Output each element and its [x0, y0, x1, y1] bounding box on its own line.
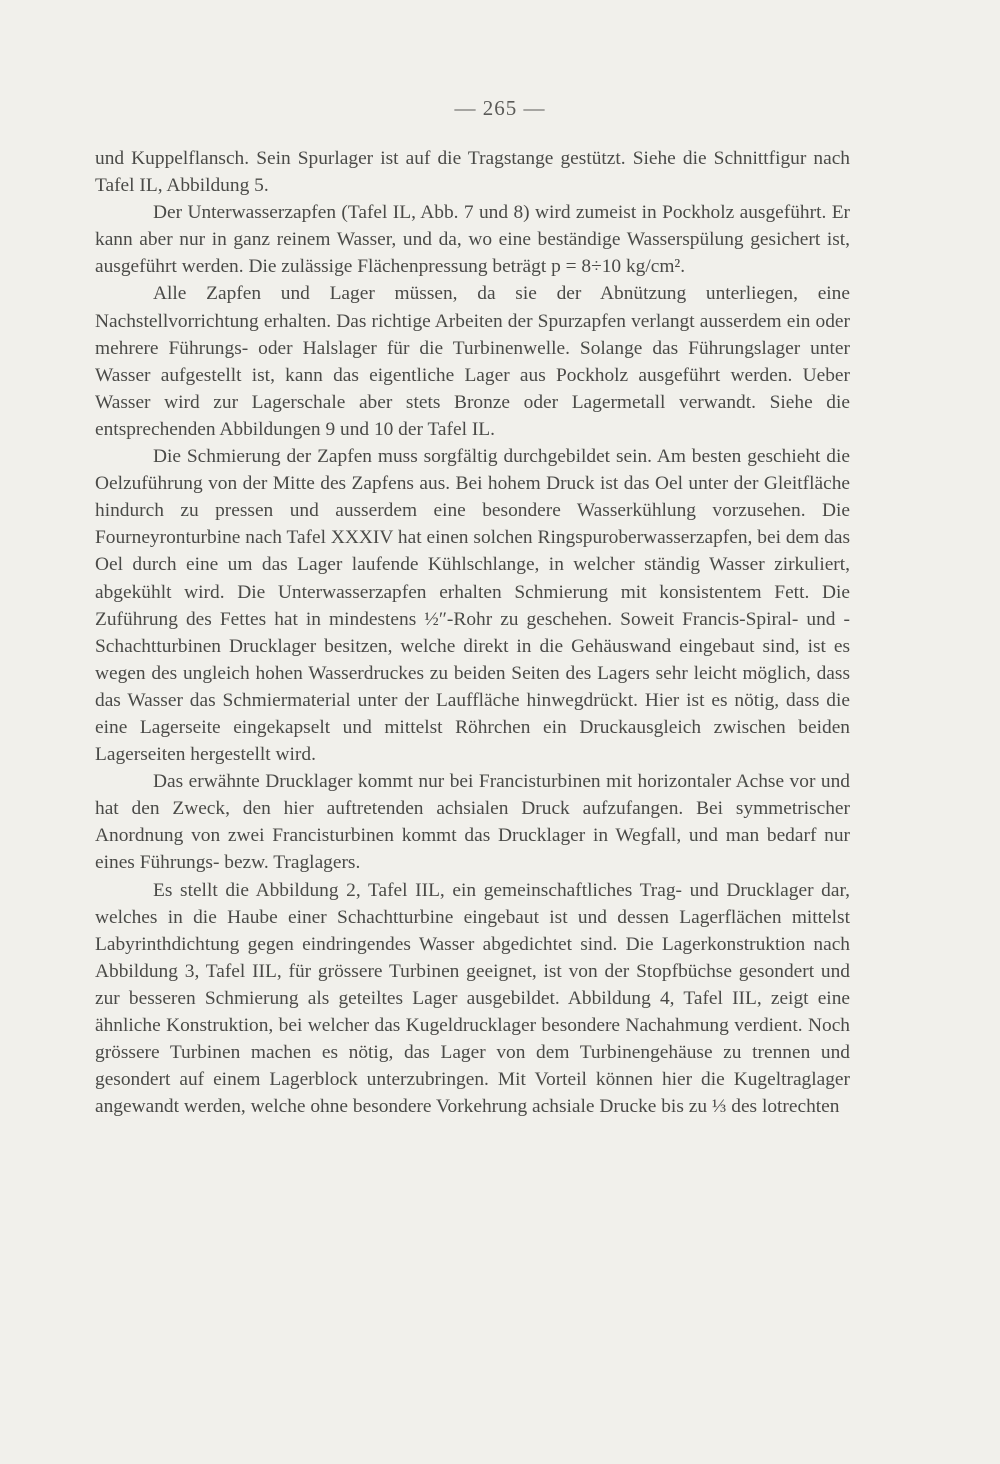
paragraph-continuation: und Kuppelflansch. Sein Spurlager ist auf die Tragstange gestützt. Siehe die Schnittfigur nach Tafel IL, Abbildung 5. — [95, 148, 850, 197]
paragraph-abbildung: Es stellt die Abbildung 2, Tafel IIL, ein gemeinschaftliches Trag- und Drucklager dar, welches in die Haube einer Schachtturbine eingebaut ist und dessen Lagerflächen mittelst Labyrinthdichtung gegen eindringendes Wasser abgedichtet sind. Die Lagerkonstruktion nach Abbildung 3, Tafel IIL, für grössere Turbinen geeignet, ist von der Stopfbüchse gesondert und zur besseren Schmierung als geteiltes Lager ausgebildet. Abbildung 4, Tafel IIL, zeigt eine ähnliche Konstruktion, bei welcher das Kugeldrucklager besondere Nachahmung verdient. Noch grössere Turbinen machen es nötig, das Lager von dem Turbinengehäuse zu trennen und gesondert auf einem Lagerblock unterzubringen. Mit Vorteil können hier die Kugeltraglager angewandt werden, welche ohne besondere Vorkehrung achsiale Drucke bis zu ⅓ des lotrechten — [95, 879, 850, 1118]
paragraph-schmierung: Die Schmierung der Zapfen muss sorgfältig durchgebildet sein. Am besten geschieht die Oelzuführung von der Mitte des Zapfens aus. Bei hohem Druck ist das Oel unter der Gleitfläche hindurch zu pressen und ausserdem eine besondere Wasserkühlung vorzusehen. Die Fourneyronturbine nach Tafel XXXIV hat einen solchen Ringspuroberwasserzapfen, bei dem das Oel durch eine um das Lager laufende Kühlschlange, in welcher ständig Wasser zirkuliert, abgekühlt wird. Die Unterwasserzapfen erhalten Schmierung mit konsistentem Fett. Die Zuführung des Fettes hat in mindestens ½″-Rohr zu geschehen. Soweit Francis-Spiral- und -Schachtturbinen Drucklager besitzen, welche direkt in die Gehäuswand eingebaut sind, ist es wegen des ungleich hohen Wasserdruckes zu beiden Seiten des Lagers sehr leicht möglich, dass das Wasser das Schmiermaterial unter der Lauffläche hinwegdrückt. Hier ist es nötig, dass die eine Lagerseite eingekapselt und mittelst Röhrchen ein Druckausgleich zwischen beiden Lagerseiten hergestellt wird. — [95, 446, 850, 766]
paragraph-drucklager: Das erwähnte Drucklager kommt nur bei Francisturbinen mit horizontaler Achse vor und hat den Zweck, den hier auftretenden achsialen Druck aufzufangen. Bei symmetrischer Anordnung von zwei Francisturbinen kommt das Drucklager in Wegfall, und man bedarf nur eines Führungs- bezw. Traglagers. — [95, 771, 850, 874]
paragraph-zapfen-lager: Alle Zapfen und Lager müssen, da sie der Abnützung unterliegen, eine Nachstellvorrichtung erhalten. Das richtige Arbeiten der Spurzapfen verlangt ausserdem ein oder mehrere Führungs- oder Halslager für die Turbinenwelle. Solange das Führungslager unter Wasser aufgestellt ist, kann das eigentliche Lager aus Pockholz ausgeführt werden. Ueber Wasser wird zur Lagerschale aber stets Bronze oder Lagermetall verwandt. Siehe die entsprechenden Abbildungen 9 und 10 der Tafel IL. — [95, 283, 850, 440]
paragraph-unterwasserzapfen: Der Unterwasserzapfen (Tafel IL, Abb. 7 und 8) wird zumeist in Pockholz ausgeführt. Er kann aber nur in ganz reinem Wasser, und da, wo eine beständige Wasserspülung gesichert ist, ausgeführt werden. Die zulässige Flächenpressung beträgt p = 8÷10 kg/cm². — [95, 202, 850, 278]
body-text — [95, 145, 850, 1120]
page-number: — 265 — — [454, 96, 546, 120]
